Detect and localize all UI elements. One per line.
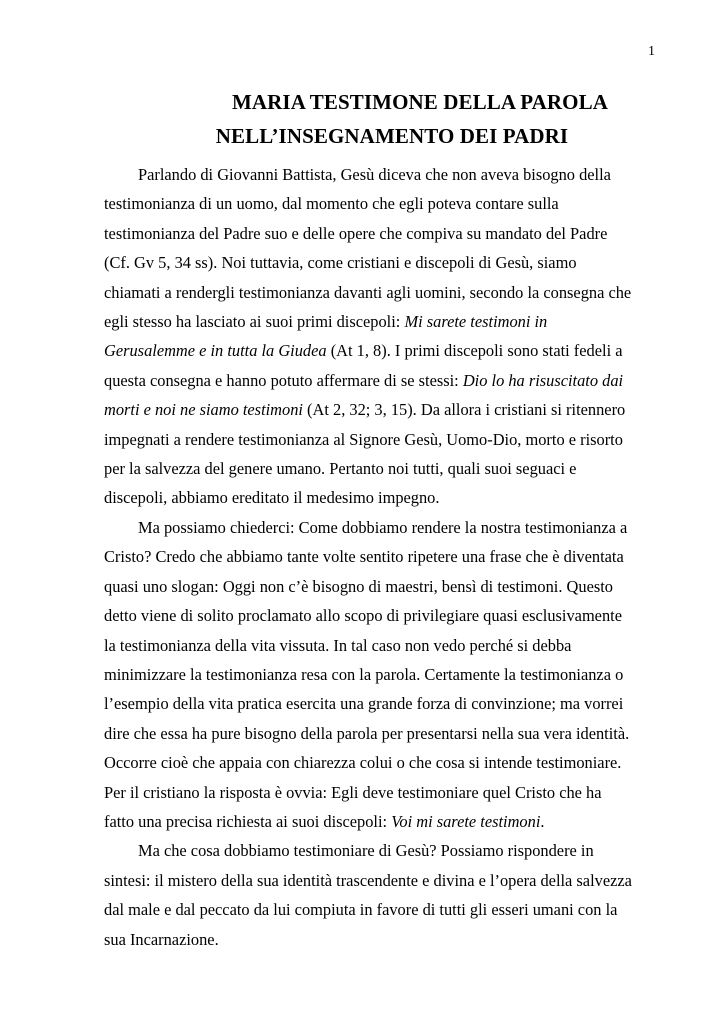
italic-quote: Voi mi sarete testimoni [391, 811, 541, 831]
text-line [104, 807, 652, 836]
text-run: Occorre cioè che appaia con chiarezza colui o che cosa si intende testimoniare. [104, 753, 622, 773]
text-line [104, 366, 652, 395]
document-title-line-1: MARIA TESTIMONE DELLA PAROLA [231, 90, 608, 114]
italic-quote: Mi sarete testimoni in [404, 312, 548, 332]
text-run: . [540, 811, 545, 831]
document-title-line-2: NELL’INSEGNAMENTO DEI PADRI [215, 124, 569, 148]
text-run: detto viene di solito proclamato allo scopo di privilegiare quasi esclusivamente [104, 606, 622, 626]
text-run: impegnati a rendere testimonianza al Signore Gesù, Uomo-Dio, morto e risorto [104, 429, 623, 449]
text-run: Cristo? Credo che abbiamo tante volte sentito ripetere una frase che è diventata [104, 547, 624, 567]
text-line [104, 513, 652, 542]
text-run: Ma possiamo chiederci: Come dobbiamo rendere la nostra testimonianza a [138, 517, 628, 537]
text-run: fatto una precisa richiesta ai suoi discepoli: [104, 811, 392, 831]
text-line [104, 248, 652, 277]
text-run: discepoli, abbiamo ereditato il medesimo impegno. [104, 488, 440, 508]
text-line [104, 542, 652, 571]
text-line [104, 189, 652, 218]
text-run: minimizzare la testimonianza resa con la parola. Certamente la testimonianza o [104, 664, 624, 684]
text-run: dal male e dal peccato da lui compiuta in favore di tutti gli esseri umani con la [104, 900, 618, 920]
text-run: (At 1, 8). I primi discepoli sono stati fedeli a [326, 341, 623, 361]
text-run: Parlando di Giovanni Battista, Gesù diceva che non aveva bisogno della [138, 165, 611, 184]
text-line [104, 925, 652, 954]
text-run: (At 2, 32; 3, 15). Da allora i cristiani si ritennero [302, 400, 626, 420]
text-line [104, 572, 652, 601]
text-run: Per il cristiano la risposta è ovvia: Egli deve testimoniare quel Cristo che ha [104, 782, 602, 802]
text-line [104, 719, 652, 748]
text-line [104, 483, 652, 512]
text-run: chiamati a rendergli testimonianza davanti agli uomini, secondo la consegna che [104, 282, 632, 302]
text-run: dire che essa ha pure bisogno della parola per presentarsi nella sua vera identità. [104, 723, 630, 743]
text-run: l’esempio della vita pratica esercita una grande forza di convinzione; ma vorrei [104, 694, 624, 714]
text-line [104, 660, 652, 689]
text-line [104, 601, 652, 630]
text-run: testimonianza del Padre suo e delle opere che compiva su mandato del Padre [104, 223, 608, 243]
text-run: testimonianza di un uomo, dal momento che egli poteva contare sulla [104, 194, 559, 214]
text-line [104, 454, 652, 483]
document-body [104, 160, 652, 954]
text-line [104, 395, 652, 424]
text-line [104, 748, 652, 777]
text-line [104, 278, 652, 307]
text-run: questa consegna e hanno potuto affermare di se stessi: [104, 370, 463, 390]
text-run: sintesi: il mistero della sua identità trascendente e divina e l’opera della salvezza [104, 870, 632, 890]
text-line [104, 836, 652, 865]
italic-quote: Dio lo ha risuscitato dai [462, 370, 624, 390]
text-run: per la salvezza del genere umano. Pertanto noi tutti, quali suoi seguaci e [104, 459, 577, 479]
text-line [104, 219, 652, 248]
text-line [104, 425, 652, 454]
text-run: Ma che cosa dobbiamo testimoniare di Gesù? Possiamo rispondere in [138, 841, 594, 861]
text-run: (Cf. Gv 5, 34 ss). Noi tuttavia, come cristiani e discepoli di Gesù, siamo [104, 253, 577, 273]
text-line [104, 866, 652, 895]
paragraph [104, 160, 652, 513]
italic-quote: morti e noi ne siamo testimoni [104, 400, 303, 420]
text-line [104, 336, 652, 365]
text-line [104, 778, 652, 807]
text-line [104, 307, 652, 336]
italic-quote: Gerusalemme e in tutta la Giudea [104, 341, 327, 361]
page-number: 1 [648, 44, 655, 59]
text-line [104, 895, 652, 924]
text-line [104, 160, 652, 189]
text-run: egli stesso ha lasciato ai suoi primi discepoli: [104, 312, 405, 332]
text-run: la testimonianza della vita vissuta. In tal caso non vedo perché si debba [104, 635, 572, 655]
paragraph [104, 513, 652, 836]
paragraph [104, 836, 652, 954]
text-run: quasi uno slogan: Oggi non c’è bisogno di maestri, bensì di testimoni. Questo [104, 576, 613, 596]
text-run: sua Incarnazione. [104, 929, 219, 949]
text-line [104, 689, 652, 718]
text-line [104, 631, 652, 660]
